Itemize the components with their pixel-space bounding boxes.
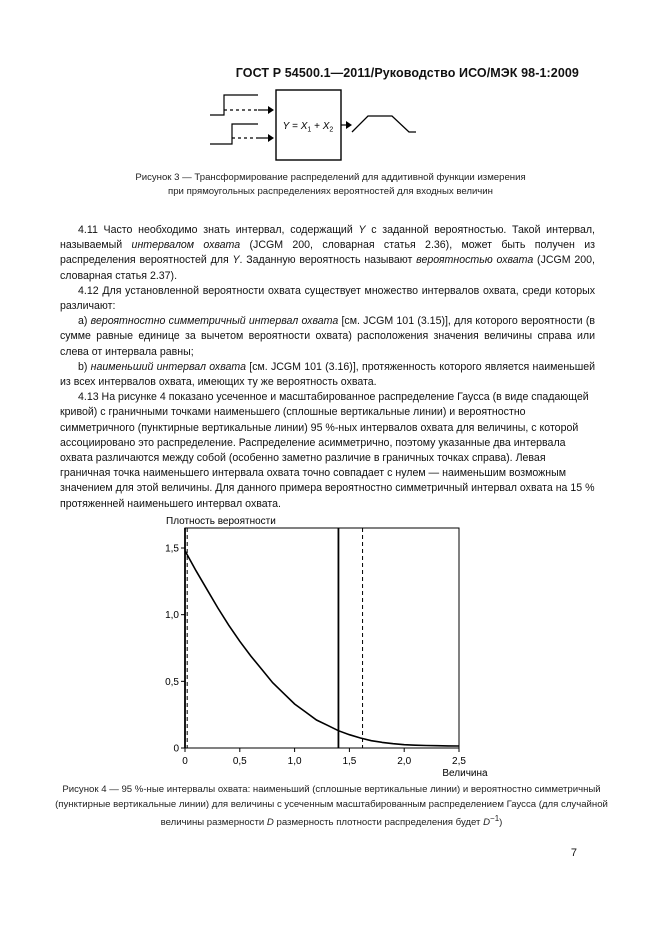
x-tick-label: 0,5 — [232, 756, 247, 767]
y-axis-label: Плотность вероятности — [166, 516, 276, 527]
y-tick-label: 1,5 — [165, 543, 179, 555]
figure-4-chart — [150, 510, 490, 780]
input-pulse-2 — [210, 124, 258, 144]
document-header: ГОСТ Р 54500.1—2011/Руководство ИСО/МЭК 98-1:2009 — [235, 66, 579, 80]
output-arrowhead — [346, 121, 352, 129]
figure-3-caption — [60, 171, 601, 199]
body-text — [60, 223, 595, 512]
y-tick-label: 0 — [173, 743, 179, 755]
figure-4-caption: Рисунок 4 — 95 %-ные интервалы охвата: наименьший (сплошные вертикальные линии) и вероятностно симметричный (пунктирные вертикальные линии) для величины с усеченным масштабированным распределением Гаусса (для случайной величины размерности D размерность плотности распределения будет $D^{-1}$) — [55, 784, 608, 829]
plot-area — [165, 528, 466, 767]
figure-3-caption-line-1: Рисунок 3 — Трансформирование распределений для аддитивной функции измерения — [135, 172, 526, 183]
y-tick-label: 1,0 — [165, 610, 179, 622]
x-tick-label: 2,0 — [397, 756, 412, 767]
paragraph-item-a: a) вероятностно симметричный интервал охвата [см. JCGM 101 (3.15)], для которого вероятности (в сумме равные единице за вычетом вероятности охвата) расположения значения величины справа или слева от интервала равны; — [60, 315, 595, 358]
arrowhead-1 — [268, 106, 274, 114]
paragraph-4-12: 4.12 Для установленной вероятности охвата существует множество интервалов охвата, среди которых различают: — [60, 284, 595, 313]
x-tick-label: 1,0 — [287, 756, 302, 767]
function-formula: $Y = X_1 + X_2$ — [282, 121, 334, 134]
x-tick-label: 2,5 — [452, 756, 466, 767]
output-trapezoid — [352, 116, 416, 132]
density-curve — [185, 551, 459, 746]
arrowhead-2 — [268, 134, 274, 142]
x-tick-label: 1,5 — [342, 756, 357, 767]
paragraph-4-13: 4.13 На рисунке 4 показано усеченное и масштабированное распределение Гаусса (в виде спадающей кривой) с граничными точками наименьшего (сплошные вертикальные линии) и вероятностно симметричного (пунктирные вертикальные линии) 95 %-ных интервалов охвата для величины, с которой ассоциировано это распределение. Распределение асимметрично, поэтому указанные два интервала охвата различаются между собой (особенно заметно различие в граничных точках справа). Левая граничная точка наименьшего интервала охвата точно совпадает с нулем — наименьшим возможным значением для этой величины. Для данного примера вероятностно симметричный интервал охвата на 15 % протяженней наименьшего интервал охвата. — [60, 391, 595, 510]
paragraph-4-11: 4.11 Часто необходимо знать интервал, содержащий Y с заданной вероятностью. Такой интервал, называемый интервалом охвата (JCGM 200, словарная статья 2.36), может быть получен из распределения вероятностей для Y. Заданную вероятность называют вероятностью охвата (JCGM 200, словарная статья 2.37). — [60, 224, 595, 282]
plot-frame — [185, 528, 459, 748]
x-tick-label: 0 — [182, 756, 188, 767]
page-number: 7 — [570, 847, 577, 859]
input-pulse-1 — [210, 95, 258, 115]
figure-3-caption-line-2: при прямоугольных распределениях вероятностей для входных величин — [168, 186, 493, 197]
y-tick-label: 0,5 — [165, 676, 179, 688]
x-axis-label: Величина — [442, 768, 488, 779]
paragraph-item-b: b) наименьший интервал охвата [см. JCGM 101 (3.16)], протяженность которого является наименьшей из всех интервалов охвата, имеющих ту же вероятность охвата. — [60, 360, 596, 389]
figure-3-diagram — [200, 86, 430, 166]
